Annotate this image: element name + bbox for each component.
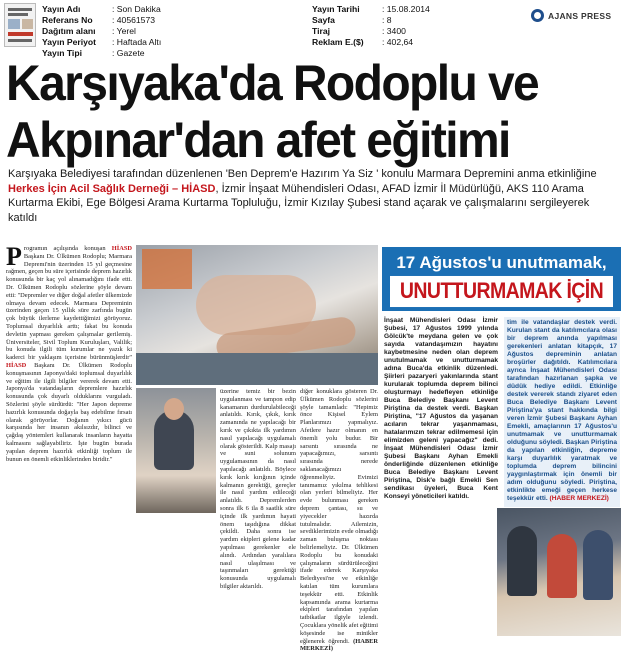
article-photo-speaker [136, 388, 216, 513]
lead-association-abbr: – HİASD [169, 182, 216, 195]
sidebar-header [382, 247, 621, 311]
body-column-1 [6, 242, 132, 636]
body-column-3 [300, 388, 378, 653]
article-photo-first-aid-training [136, 245, 378, 385]
sidebar-right-text: tim ile vatandaşlar destek verdi. Kurulan stant da katılımcılara olası bir deprem anında yapılması gerekenleri anlatan kitapçık, 17 Ağustos depreminin anlatan broşürler dağıtıldı. Katılımcılara ayrıca İnşaat Mühendisleri Odası tarafından hazırlanan şapka ve düdük hediye edildi. Etkinliğe destek vererek standı ziyaret eden Buca Belediye Başkanı Levent Piriştina'ya stant hakkında bilgi veren İzmir Şubesi Başkanı Ayhan Emekli, amaçlarının 17 Ağustos'u unutmamak ve unutturmamak olduğunu söyledi. Başkan Piriştina da yapılan etkinliğin, depreme karşı duyarlılık yaratmak ve toplumda deprem bilincini yaygınlaştırmak için önemli bir adım olduğunu söyledi. Piriştina, etkinlikte emeği geçen herkese teşekkür etti. [507, 319, 617, 502]
body-signoff: (HABER MERKEZİ) [300, 637, 378, 653]
ajans-press-logo-icon [531, 9, 544, 22]
body-col2-text: üzerine temiz bir bezin uygulanması ve tampon edip kanamanın durdurulabileceği anlatıldı. Kırık, çıkık, kırık zamanında ne yapılacağı bir kırık ve çıkıkta ilk yardımın nasıl yapılacağı uygulamalı olarak gösterildi. Kalp masajı ve suni solunum uygulamasının da nasıl yapılacağı anlatıldı. Böylece kırık kırık kırığının içinde kalmanın gerektiği, gereçler ile nasıl yardım edileceği anlatıldı. Depremlerden sonra ilk 6 ila 8 saatlik süre içinde ilk yardımın hayati önem taşıdığına dikkat çekildi. Daha sonra ise yardım ekipleri gelene kadar yapılması gerekenler ele alındı. Ardından yaralılara nasıl ulaşılması ve taşınmaları gerektiği konusunda uygulamalı bilgiler aktarıldı. [220, 388, 296, 590]
sidebar-photo-stand [497, 508, 621, 636]
sidebar-column-left [384, 317, 498, 632]
body-col3-text: diğer konuklara gösteren Dr. Ülkümen Rodoplu sözlerini şöyle tamamladı: "Hepimiz önce Kişisel Eylem Planlarımızı yapmalıyız. Afetlere hazır olmanın en önemli yolu budur. Bir sarsıntı sırasında ne yapacağımızı, sarsıntı sırasında nerede saklanacağımızı öğrenmeliyiz. Evimizi tanımamız yıkılma tehlikesi olan yerleri bilmeliyiz. Her evde bulunması gereken deprem çantası, su ve yiyecekler hazırda tutulmalıdır. Ailemizin, sevdiklerimizin evde olmadığı zaman buluşma noktası belirlemeliyiz. Dr. Ülkümen Rodoplu bu konudaki çalışmaların sürdürüleceğini ifade ederek Karşıyaka Belediyesi'ne ve etkinliğe katılan tüm kurumlara teşekkür etti. Etkinlik kapsamında arama kurtarma ekipleri tarafından yapılan tatbikatlar ilgiyle izlendi. Çocuklara yönelik afet eğitimi köşesinde ise minikler eğlenerek öğrendi. [300, 388, 378, 645]
article-lead [8, 167, 618, 225]
sidebar-column-right [504, 317, 620, 507]
sidebar-title: 17 Ağustos'u unutmamak, [396, 253, 607, 272]
ajans-press-name: AJANS PRESS [548, 11, 612, 21]
page-thumbnail [4, 3, 36, 47]
body-col1-text-c: Başkanı Dr. Ülkümen Rodoplu konuşmasının Japonya'daki toplumsal duyarlılık ve eğitim ile ilgili bilgiler vererek devam etti. Japonya'da vatandaşların depremlere hazırlık konusunda çok duyarlı olduklarını vurguladı. Sözlerini şöyle sürdürdü: "Her Japon depreme hazırlık konusunda doğayla baş edebilme fırsatı olarak görüyorlar. Doğanın yıkıcı gücü karşısında her insanın akılsızdır, bilinci ve çağdaş yöntemleri kullanarak insanların hayatta kalmasını sağlayabiliriz. İşte bugün burada yapılan deprem hazırlık etkinliği toplum ile bunun en önemli etkinliklerinden biridir." [6, 361, 132, 463]
lead-text-1: Karşıyaka Belediyesi tarafından düzenlenen 'Ben Deprem'e Hazırım Ya Siz ' konulu Marmara Depremini anma etkinliğine [8, 168, 597, 180]
clipping-metadata: Yayın Adı : Son Dakika Referans No : 40561573 Dağıtım alanı : Yerel Yayın Periyot : Haftada Altı Yayın Tipi : Gazete Yayın Tarihi : 15.08.2014 Sayfa : 8 Tiraj : 3400 Reklam E.($) : 402,64 AJANS PRESS [0, 0, 625, 60]
headline-line-1: Karşıyaka'da Rodoplu ve [6, 56, 539, 112]
headline-line-2: Akpınar'dan afet eğitimi [6, 112, 510, 169]
sidebar-subtitle: UNUTTURMAMAK İÇİN [390, 276, 613, 307]
body-hiasd-2: HİASD [6, 361, 27, 369]
article-headline [6, 56, 620, 169]
sidebar-left-text: İnşaat Mühendisleri Odası İzmir Şubesi, 17 Ağustos 1999 yılında Gölcük'te meydana gelen ve çok sayıda vatandaşımızın hayatını kaybetmesine neden olan deprem unutulmamak ve unutturmamak adına Buca'da etkinlik düzenledi. Şiirleri pazaryeri yakınlarında stant kurularak toplumda deprem bilinci oluşturmayı hedefleyen etkinliğe Buca Belediye Başkanı Levent Piriştina da destek verdi. Başkan Piriştina, "17 Ağustos da yaşanan acıların tekrar yaşanmaması, hatalarımızın tekrar edilmemesi için elimizden geleni yapacağız" dedi. İnşaat Mühendisleri Odası İzmir Şubesi Başkanı Ayhan Emekli önderliğinde düzenlenen etkinliğe Buca Belediye Başkanı Levent Piriştina, Disk'e bağlı Emekli Sen sendikası üyeleri, Buca Kent Konseyi yöneticileri katıldı. [384, 317, 498, 500]
lead-association-name: Herkes İçin Acil Sağlık Derneği [8, 182, 169, 195]
body-col1-text-a: rogramın açılışında konuşan [23, 245, 106, 252]
drop-cap: P [6, 242, 22, 271]
body-column-2 [220, 388, 296, 636]
lead-text-2: , İzmir İnşaat Mühendisleri Odası, AFAD İzmir İl Müdürlüğü, AKS 110 Arama Kurtarma Ekibi, Ege Bölgesi Arama Kurtarma Topluluğu, İzmir Kızılay Şubesi stand açarak ve çalışmalarını sergileyerek katıldı [8, 182, 590, 224]
sidebar-signoff: (HABER MERKEZİ) [549, 495, 609, 502]
body-hiasd-1: HİASD [111, 245, 132, 252]
body-col1-text-b: Başkanı Dr. Ülkümen Rodoplu; Marmara Depremi'nin üzerinden 15 yıl geçmesine rağmen, geçen bu süre içerisinde deprem hazırlık konusunda bir kaç yol alınamadığını ifade etti. Dr. Ülkümen Rodoplu sözlerine şöyle devam etti: "Depremler ve diğer doğal afetler ülkemizde olmaya devam edecek. Marmara Depreminin üzerinden geçen 15 yıllık süre zarfında bugün çok büyük ilerleme kaydettiğimizi görüyoruz. Toplumsal duyarlılık arttı; fakat bu konuda devletin yapması gereken çalışmalar gerilemiş. Üniversiteler, Sivil Toplum Kuruluşları, Valilik; bu konuda ilgili tüm kurumlar ne yazık ki kaderci bir yaklaşım içerisine bürünmüşlerdir" [6, 252, 132, 362]
ajans-press-brand [531, 8, 621, 24]
